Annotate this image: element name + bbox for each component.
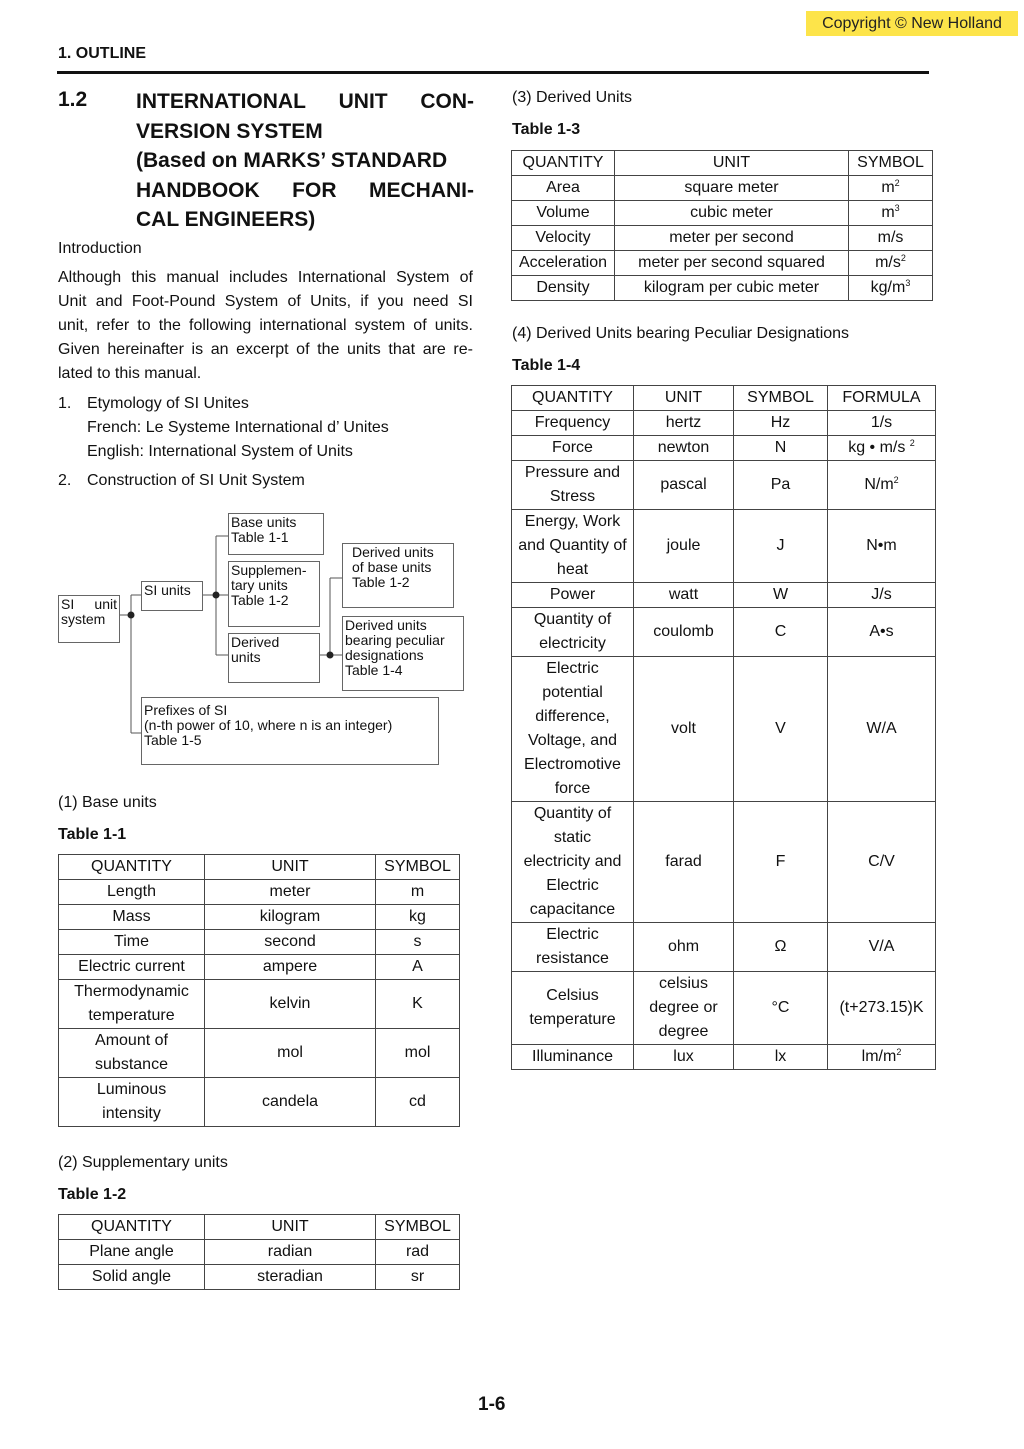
table-row (512, 510, 936, 583)
diagram-si-units-label: SI units (144, 582, 191, 598)
table4-label: Table 1-4 (512, 357, 581, 374)
table-row (512, 176, 933, 201)
table-cell: Solid angle (59, 1265, 205, 1290)
table-cell: Celsius temperature (512, 972, 634, 1045)
table-cell: Quantity of electricity (512, 608, 634, 657)
column-header: FORMULA (828, 386, 936, 411)
table-cell: V (734, 657, 828, 802)
intro-word: an (210, 341, 229, 358)
table-cell: A (376, 955, 460, 980)
table-row (59, 1240, 460, 1265)
table-cell: pascal (634, 461, 734, 510)
list-subitem-english: English: International System of Units (87, 443, 353, 460)
table-cell: rad (376, 1240, 460, 1265)
list-subitem-french: French: Le Systeme International d’ Unites (87, 419, 389, 436)
diagram-derived-units: Derived units (228, 633, 320, 683)
table-cell: Acceleration (512, 251, 615, 276)
table-cell: °C (734, 972, 828, 1045)
column-header: QUANTITY (512, 386, 634, 411)
table-row (512, 583, 936, 608)
table-row (59, 1029, 460, 1078)
table-cell: K (376, 980, 460, 1029)
table-cell: $m/s^2$ (849, 251, 933, 276)
table-header-row (59, 1215, 460, 1240)
intro-word: Unit (58, 293, 87, 310)
table-cell: Pa (734, 461, 828, 510)
table1-caption: (1) Base units (58, 794, 157, 811)
table-cell: newton (634, 436, 734, 461)
table-cell: m/s (849, 226, 933, 251)
table-cell: $m^2$ (849, 176, 933, 201)
section-title-word: INTERNATIONAL (136, 90, 306, 113)
table-row (512, 1045, 936, 1070)
diagram-supplementary-units: Supplemen- tary units Table 1-2 (228, 561, 320, 627)
intro-word: and (95, 293, 123, 310)
column-header: SYMBOL (849, 151, 933, 176)
table-cell: candela (205, 1078, 376, 1127)
table-cell: Electric current (59, 955, 205, 980)
table-cell: ohm (634, 923, 734, 972)
table-row (512, 411, 936, 436)
diagram-si-system (58, 595, 120, 643)
table-cell: s (376, 930, 460, 955)
list-item-etymology: Etymology of SI Unites (87, 395, 249, 412)
table-supplementary-units (58, 1214, 460, 1290)
table-cell: Energy, Work and Quantity of heat (512, 510, 634, 583)
list-item-num-1: 1. (58, 395, 72, 412)
diagram-prefixes: Prefixes of SI (n-th power of 10, where n is an integer) Table 1-5 (141, 697, 439, 765)
table-cell: 1/s (828, 411, 936, 436)
table-cell: Mass (59, 905, 205, 930)
table-derived-peculiar (511, 385, 936, 1070)
table-cell: $m^3$ (849, 201, 933, 226)
table-cell: lx (734, 1045, 828, 1070)
table-cell: coulomb (634, 608, 734, 657)
table-row (512, 201, 933, 226)
table-row (512, 461, 936, 510)
table-cell: hertz (634, 411, 734, 436)
table-cell: joule (634, 510, 734, 583)
intro-word: unit, (58, 317, 89, 334)
table-row (59, 930, 460, 955)
diagram-si-system-label: SI unit system (61, 596, 121, 627)
intro-word: International (297, 269, 386, 286)
table-cell: Time (59, 930, 205, 955)
intro-word: if (360, 293, 369, 310)
list-item-num-2: 2. (58, 472, 72, 489)
table-row (59, 955, 460, 980)
table-row (512, 972, 936, 1045)
intro-word: Although (58, 269, 122, 286)
table-cell: Amount of substance (59, 1029, 205, 1078)
table-cell: V/A (828, 923, 936, 972)
table-row (512, 802, 936, 923)
table-base-units (58, 854, 460, 1127)
table-row (512, 226, 933, 251)
diagram-derived-peculiar: Derived units bearing peculiar designations Table 1-4 (342, 616, 464, 691)
intro-word: you (377, 293, 404, 310)
table-header-row (59, 855, 460, 880)
intro-word: to (137, 317, 151, 334)
table3-caption: (3) Derived Units (512, 89, 633, 106)
table-derived-units (511, 150, 933, 301)
table-cell: meter per second (615, 226, 849, 251)
intro-word: refer (96, 317, 130, 334)
column-header: SYMBOL (376, 1215, 460, 1240)
copyright-banner: Copyright © New Holland (806, 11, 1018, 36)
table-row (512, 276, 933, 301)
table-cell: Plane angle (59, 1240, 205, 1265)
table-cell: celsius degree or degree (634, 972, 734, 1045)
table-header-row (512, 386, 936, 411)
section-title-word: VERSION SYSTEM (136, 119, 323, 143)
table-cell: volt (634, 657, 734, 802)
table-cell: Quantity of static electricity and Electric capacitance (512, 802, 634, 923)
section-title-word: FOR (292, 178, 337, 202)
intro-word: System (224, 293, 279, 310)
table-cell: cd (376, 1078, 460, 1127)
table-cell: square meter (615, 176, 849, 201)
intro-word: of (296, 341, 310, 358)
table-cell: mol (205, 1029, 376, 1078)
table-cell: Velocity (512, 226, 615, 251)
intro-line: lated to this manual. (58, 365, 202, 382)
table-cell: $kg/m^3$ (849, 276, 933, 301)
intro-word: the (317, 341, 340, 358)
table2-label: Table 1-2 (58, 1186, 127, 1203)
table-cell: ampere (205, 955, 376, 980)
intro-word: the (158, 317, 181, 334)
table-cell: radian (205, 1240, 376, 1265)
intro-word: units. (434, 317, 473, 334)
table3-label: Table 1-3 (512, 121, 581, 138)
table-cell: J (734, 510, 828, 583)
intro-word: of (287, 293, 301, 310)
table-cell: watt (634, 583, 734, 608)
table-cell: Illuminance (512, 1045, 634, 1070)
table4-caption: (4) Derived Units bearing Peculiar Designations (512, 325, 850, 342)
column-header: UNIT (634, 386, 734, 411)
page-number: 1-6 (478, 1394, 506, 1415)
table-cell: N (734, 436, 828, 461)
table-row (59, 980, 460, 1029)
table-row (512, 436, 936, 461)
intro-word: are (422, 341, 446, 358)
intro-word: SI (457, 293, 473, 310)
column-header: UNIT (615, 151, 849, 176)
table-cell: kg • m/s $^2$ (828, 436, 936, 461)
table-cell: C (734, 608, 828, 657)
table-cell: second (205, 930, 376, 955)
table-cell: Length (59, 880, 205, 905)
table-cell: Pressure and Stress (512, 461, 634, 510)
table-cell: Electric resistance (512, 923, 634, 972)
table-cell: Thermodynamic temperature (59, 980, 205, 1029)
intro-heading: Introduction (58, 240, 142, 257)
table-cell: meter (205, 880, 376, 905)
table-cell: steradian (205, 1265, 376, 1290)
table-cell: Volume (512, 201, 615, 226)
table-cell: m (376, 880, 460, 905)
column-header: QUANTITY (512, 151, 615, 176)
table-cell: Luminous intensity (59, 1078, 205, 1127)
table-cell: kg (376, 905, 460, 930)
section-number: 1.2 (58, 88, 88, 111)
table-cell: Ω (734, 923, 828, 972)
table-header-row (512, 151, 933, 176)
table-cell: $N/m^2$ (828, 461, 936, 510)
table-cell: Force (512, 436, 634, 461)
table-cell: Power (512, 583, 634, 608)
intro-word: hereinafter (107, 341, 184, 358)
section-title-word: MECHANI- (369, 178, 474, 202)
intro-word: includes (229, 269, 288, 286)
table-cell: N•m (828, 510, 936, 583)
column-header: QUANTITY (59, 855, 205, 880)
table-cell: meter per second squared (615, 251, 849, 276)
table-cell: (t+273.15)K (828, 972, 936, 1045)
table-row (512, 923, 936, 972)
column-header: UNIT (205, 1215, 376, 1240)
section-title-word: HANDBOOK (136, 178, 260, 202)
table-row (59, 1078, 460, 1127)
intro-word: system (354, 317, 406, 334)
column-header: QUANTITY (59, 1215, 205, 1240)
intro-word: is (191, 341, 204, 358)
table-cell: mol (376, 1029, 460, 1078)
table-cell: Hz (734, 411, 828, 436)
intro-word: re- (453, 341, 473, 358)
diagram-si-units (141, 581, 203, 611)
table-row (59, 905, 460, 930)
intro-word: Given (58, 341, 100, 358)
intro-word: of (413, 317, 427, 334)
table-row (512, 251, 933, 276)
table-row (512, 608, 936, 657)
table-cell: A•s (828, 608, 936, 657)
intro-word: System (396, 269, 450, 286)
intro-word: that (388, 341, 416, 358)
intro-word: need (412, 293, 449, 310)
intro-word: following (189, 317, 252, 334)
diagram-derived-of-base: Derived units of base units Table 1-2 (342, 543, 454, 608)
section-title-word: CAL ENGINEERS) (136, 208, 316, 231)
table-cell: cubic meter (615, 201, 849, 226)
table-cell: kilogram per cubic meter (615, 276, 849, 301)
diagram-base-units: Base units Table 1-1 (228, 513, 324, 555)
table-cell: J/s (828, 583, 936, 608)
column-header: SYMBOL (376, 855, 460, 880)
intro-word: of (459, 269, 473, 286)
table1-label: Table 1-1 (58, 826, 127, 843)
column-header: UNIT (205, 855, 376, 880)
table-cell: Area (512, 176, 615, 201)
table-row (512, 657, 936, 802)
intro-word: Units, (310, 293, 352, 310)
column-header: SYMBOL (734, 386, 828, 411)
section-title-word: CON- (420, 90, 474, 113)
table2-caption: (2) Supplementary units (58, 1154, 228, 1171)
table-cell: sr (376, 1265, 460, 1290)
intro-word: this (131, 269, 157, 286)
table-cell: Electric potential difference, Voltage, and Electromotive force (512, 657, 634, 802)
chapter-header: 1. OUTLINE (58, 45, 147, 62)
table-cell: C/V (828, 802, 936, 923)
table-cell: F (734, 802, 828, 923)
table-row (59, 880, 460, 905)
intro-word: units (346, 341, 381, 358)
section-title-word: UNIT (338, 90, 388, 113)
table-cell: $lm/m^2$ (828, 1045, 936, 1070)
table-cell: farad (634, 802, 734, 923)
table-cell: W/A (828, 657, 936, 802)
intro-word: manual (166, 269, 219, 286)
table-row (59, 1265, 460, 1290)
intro-word: excerpt (236, 341, 289, 358)
list-item-construction: Construction of SI Unit System (87, 472, 305, 489)
table-cell: kilogram (205, 905, 376, 930)
table-cell: lux (634, 1045, 734, 1070)
intro-word: international (259, 317, 347, 334)
table-cell: kelvin (205, 980, 376, 1029)
intro-word: Foot-Pound (131, 293, 216, 310)
section-title-word: (Based on MARKS’ STANDARD (136, 149, 448, 172)
table-cell: Frequency (512, 411, 634, 436)
table-cell: W (734, 583, 828, 608)
table-cell: Density (512, 276, 615, 301)
